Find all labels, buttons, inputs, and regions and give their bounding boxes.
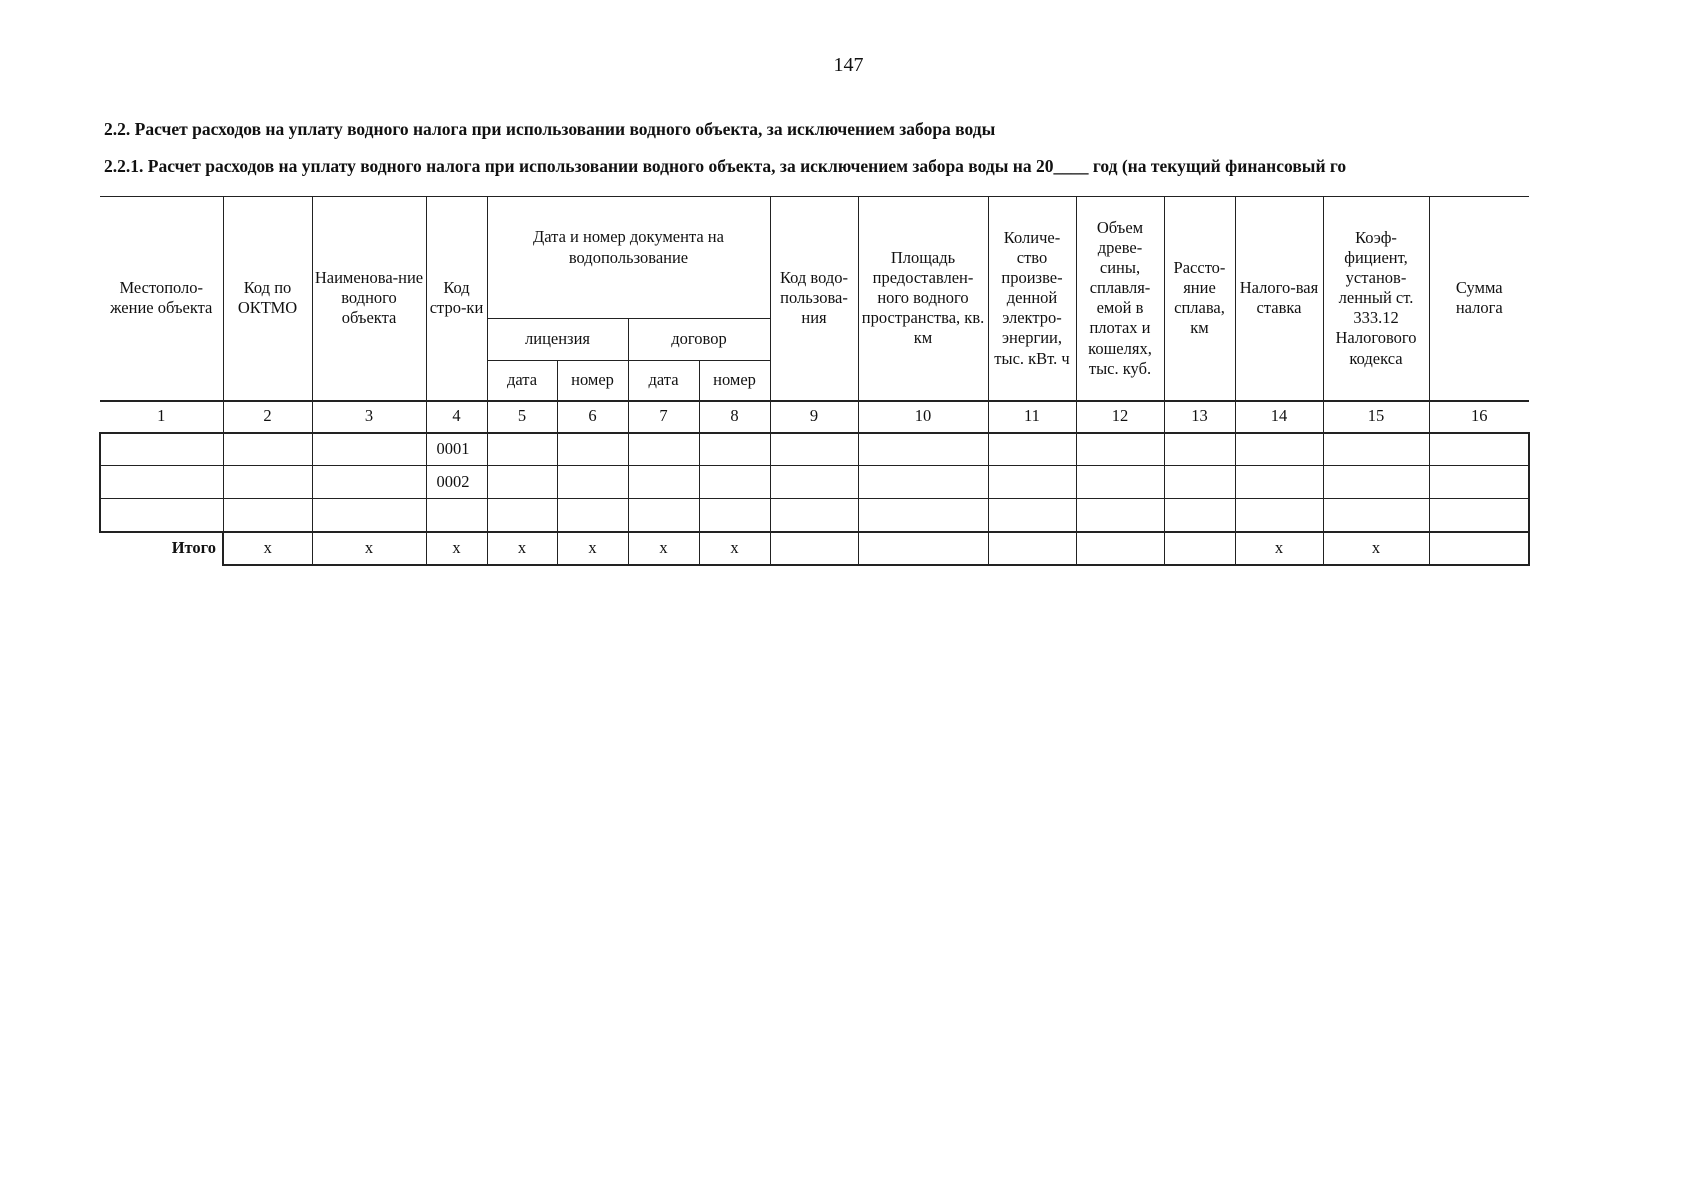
- timber-volume-cell[interactable]: [1076, 433, 1164, 466]
- tax-rate-cell[interactable]: [1235, 466, 1323, 499]
- area-cell[interactable]: [858, 499, 988, 532]
- total-cell: x: [426, 532, 487, 565]
- tax-amount-cell[interactable]: [1429, 433, 1529, 466]
- column-number: 15: [1323, 401, 1429, 433]
- water-use-code-cell[interactable]: [770, 433, 858, 466]
- coefficient-cell[interactable]: [1323, 433, 1429, 466]
- header-contract: договор: [628, 319, 770, 361]
- header-license-number: номер: [557, 361, 628, 401]
- total-cell: x: [1235, 532, 1323, 565]
- total-cell: x: [487, 532, 557, 565]
- total-cell: x: [1323, 532, 1429, 565]
- header-row-code: Код стро-ки: [426, 197, 487, 401]
- area-cell[interactable]: [858, 466, 988, 499]
- total-row: [100, 532, 1529, 565]
- subsection-heading: 2.2.1. Расчет расходов на уплату водного налога при использовании водного объекта, за исключением забора воды на 20____ год (на текущий финансовый го: [104, 156, 1347, 176]
- header-tax-amount: Сумма налога: [1429, 197, 1529, 401]
- column-number: 12: [1076, 401, 1164, 433]
- oktmo-cell[interactable]: [223, 433, 312, 466]
- water-body-name-cell[interactable]: [312, 466, 426, 499]
- column-number: 1: [100, 401, 223, 433]
- header-water-use-code: Код водо-пользова-ния: [770, 197, 858, 401]
- header-area: Площадь предоставлен-ного водного пространства, кв. км: [858, 197, 988, 401]
- coefficient-cell[interactable]: [1323, 466, 1429, 499]
- rafting-distance-cell[interactable]: [1164, 433, 1235, 466]
- column-number: 6: [557, 401, 628, 433]
- license-number-cell[interactable]: [557, 466, 628, 499]
- column-number: 13: [1164, 401, 1235, 433]
- column-number: 8: [699, 401, 770, 433]
- row-code-cell: [426, 499, 487, 532]
- water-body-name-cell[interactable]: [312, 499, 426, 532]
- column-number: 16: [1429, 401, 1529, 433]
- license-date-cell[interactable]: [487, 466, 557, 499]
- location-cell[interactable]: [100, 466, 223, 499]
- header-location: Местополо-жение объекта: [100, 197, 223, 401]
- header-tax-rate: Налого-вая ставка: [1235, 197, 1323, 401]
- row-code-cell: 0001: [426, 433, 487, 466]
- header-license-date: дата: [487, 361, 557, 401]
- header-oktmo: Код по ОКТМО: [223, 197, 312, 401]
- tax-rate-cell[interactable]: [1235, 433, 1323, 466]
- coefficient-cell[interactable]: [1323, 499, 1429, 532]
- total-cell: x: [223, 532, 312, 565]
- contract-number-cell[interactable]: [699, 499, 770, 532]
- license-number-cell[interactable]: [557, 433, 628, 466]
- electricity-cell[interactable]: [988, 499, 1076, 532]
- column-number: 3: [312, 401, 426, 433]
- total-cell[interactable]: [1076, 532, 1164, 565]
- table-row: [100, 466, 1529, 499]
- total-cell[interactable]: [770, 532, 858, 565]
- header-coefficient: Коэф-фициент, установ-ленный ст. 333.12 Налогового кодекса: [1323, 197, 1429, 401]
- timber-volume-cell[interactable]: [1076, 499, 1164, 532]
- total-cell: x: [557, 532, 628, 565]
- total-cell[interactable]: [858, 532, 988, 565]
- row-code-cell: 0002: [426, 466, 487, 499]
- rafting-distance-cell[interactable]: [1164, 499, 1235, 532]
- oktmo-cell[interactable]: [223, 466, 312, 499]
- column-number: 4: [426, 401, 487, 433]
- license-number-cell[interactable]: [557, 499, 628, 532]
- page-number: 147: [833, 54, 864, 76]
- header-license: лицензия: [487, 319, 628, 361]
- total-label: Итого: [171, 538, 216, 558]
- water-use-code-cell[interactable]: [770, 466, 858, 499]
- tax-amount-cell[interactable]: [1429, 466, 1529, 499]
- electricity-cell[interactable]: [988, 466, 1076, 499]
- column-number-row: [100, 401, 1529, 433]
- column-number: 5: [487, 401, 557, 433]
- tax-amount-cell[interactable]: [1429, 499, 1529, 532]
- column-number: 10: [858, 401, 988, 433]
- header-rafting-distance: Рассто-яние сплава, км: [1164, 197, 1235, 401]
- oktmo-cell[interactable]: [223, 499, 312, 532]
- header-water-body-name: Наименова-ние водного объекта: [312, 197, 426, 401]
- license-date-cell[interactable]: [487, 499, 557, 532]
- water-body-name-cell[interactable]: [312, 433, 426, 466]
- table-row: [100, 499, 1529, 532]
- column-number: 2: [223, 401, 312, 433]
- header-row: [100, 197, 1529, 319]
- area-cell[interactable]: [858, 433, 988, 466]
- rafting-distance-cell[interactable]: [1164, 466, 1235, 499]
- timber-volume-cell[interactable]: [1076, 466, 1164, 499]
- tax-rate-cell[interactable]: [1235, 499, 1323, 532]
- contract-number-cell[interactable]: [699, 433, 770, 466]
- column-number: 14: [1235, 401, 1323, 433]
- header-contract-number: номер: [699, 361, 770, 401]
- column-number: 7: [628, 401, 699, 433]
- license-date-cell[interactable]: [487, 433, 557, 466]
- location-cell[interactable]: [100, 499, 223, 532]
- contract-number-cell[interactable]: [699, 466, 770, 499]
- total-cell: x: [699, 532, 770, 565]
- location-cell[interactable]: [100, 433, 223, 466]
- contract-date-cell[interactable]: [628, 433, 699, 466]
- table-row: [100, 433, 1529, 466]
- contract-date-cell[interactable]: [628, 499, 699, 532]
- total-cell[interactable]: [988, 532, 1076, 565]
- contract-date-cell[interactable]: [628, 466, 699, 499]
- header-contract-date: дата: [628, 361, 699, 401]
- total-cell[interactable]: [1164, 532, 1235, 565]
- total-cell: x: [312, 532, 426, 565]
- column-number: 11: [988, 401, 1076, 433]
- tax-calculation-table: [99, 196, 1530, 566]
- total-cell: x: [628, 532, 699, 565]
- water-use-code-cell[interactable]: [770, 499, 858, 532]
- section-heading: 2.2. Расчет расходов на уплату водного налога при использовании водного объекта, за исключением забора воды: [104, 119, 996, 139]
- electricity-cell[interactable]: [988, 433, 1076, 466]
- total-cell[interactable]: [1429, 532, 1529, 565]
- header-electricity: Количе-ство произве-денной электро-энергии, тыс. кВт. ч: [988, 197, 1076, 401]
- column-number: 9: [770, 401, 858, 433]
- header-timber-volume: Объем древе-сины, сплавля-емой в плотах и кошелях, тыс. куб.: [1076, 197, 1164, 401]
- header-document-group: Дата и номер документа на водопользование: [487, 197, 770, 319]
